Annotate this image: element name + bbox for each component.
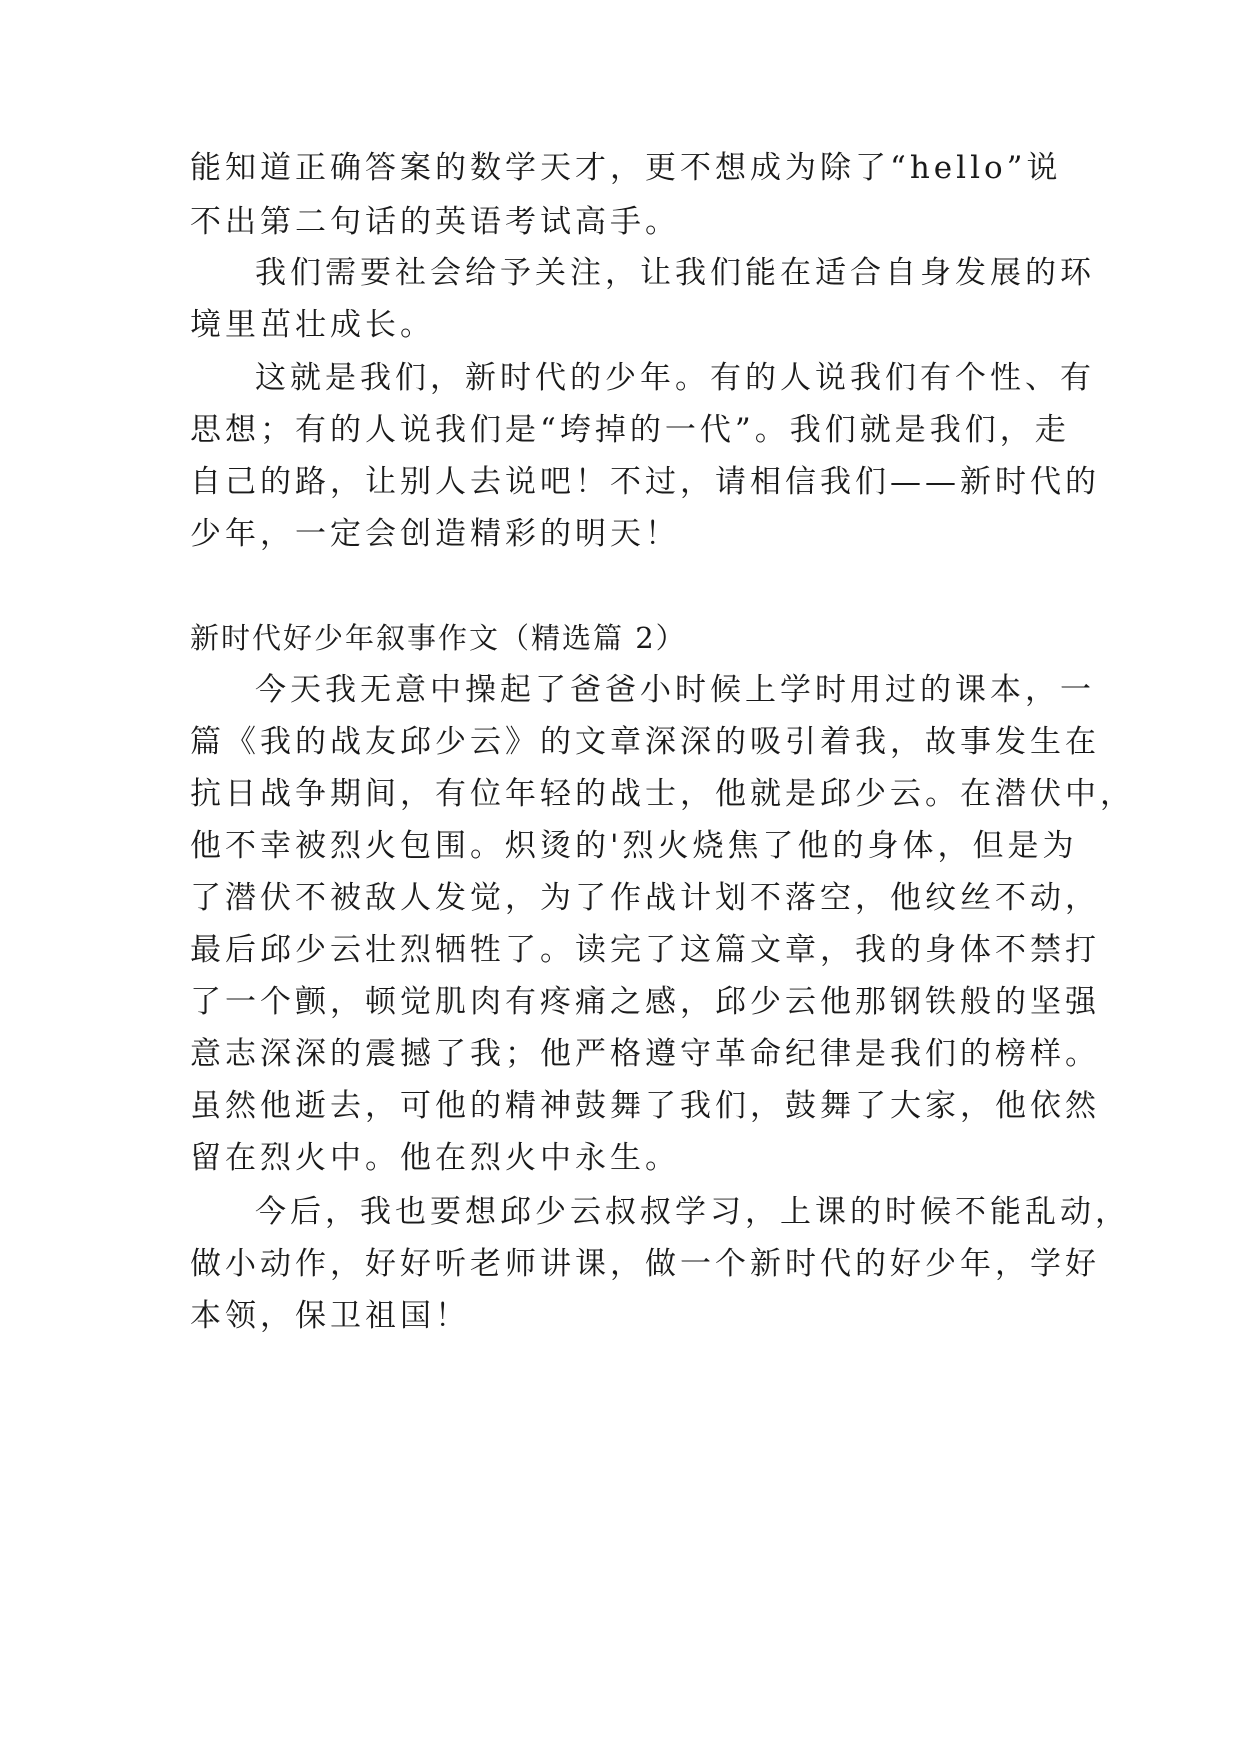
paragraph-line: 了潜伏不被敌人发觉，为了作战计划不落空，他纹丝不动， [190, 880, 1100, 916]
paragraph-line: 境里茁壮成长。 [190, 307, 435, 343]
paragraph-line: 篇《我的战友邱少云》的文章深深的吸引着我，故事发生在 [190, 724, 1100, 760]
paragraph-line: 抗日战争期间，有位年轻的战士，他就是邱少云。在潜伏中， [190, 776, 1135, 812]
paragraph-line: 留在烈火中。他在烈火中永生。 [190, 1140, 680, 1176]
paragraph-line: 少年，一定会创造精彩的明天！ [190, 516, 680, 552]
section-title: 新时代好少年叙事作文（精选篇 2） [190, 621, 687, 655]
paragraph-line: 他不幸被烈火包围。炽烫的'烈火烧焦了他的身体，但是为 [190, 828, 1078, 864]
paragraph-line: 了一个颤，顿觉肌肉有疼痛之感，邱少云他那钢铁般的坚强 [190, 984, 1100, 1020]
paragraph-line: 最后邱少云壮烈牺牲了。读完了这篇文章，我的身体不禁打 [190, 932, 1100, 968]
paragraph-line: 今天我无意中操起了爸爸小时候上学时用过的课本，一 [255, 672, 1095, 708]
paragraph-line: 虽然他逝去，可他的精神鼓舞了我们，鼓舞了大家，他依然 [190, 1088, 1100, 1124]
paragraph-line: 这就是我们，新时代的少年。有的人说我们有个性、有 [255, 360, 1095, 396]
paragraph-line: 意志深深的震撼了我；他严格遵守革命纪律是我们的榜样。 [190, 1036, 1100, 1072]
paragraph-line: 不出第二句话的英语考试高手。 [190, 204, 680, 240]
paragraph-line: 今后，我也要想邱少云叔叔学习，上课的时候不能乱动， [255, 1194, 1130, 1230]
paragraph-line: 本领，保卫祖国！ [190, 1298, 470, 1334]
paragraph-line: 我们需要社会给予关注，让我们能在适合自身发展的环 [255, 255, 1095, 291]
paragraph-line: 思想；有的人说我们是“垮掉的一代”。我们就是我们，走 [190, 412, 1070, 448]
paragraph-line: 自己的路，让别人去说吧！不过，请相信我们——新时代的 [190, 464, 1100, 500]
paragraph-line: 能知道正确答案的数学天才，更不想成为除了“hello”说 [190, 150, 1062, 186]
paragraph-line: 做小动作，好好听老师讲课，做一个新时代的好少年，学好 [190, 1246, 1100, 1282]
